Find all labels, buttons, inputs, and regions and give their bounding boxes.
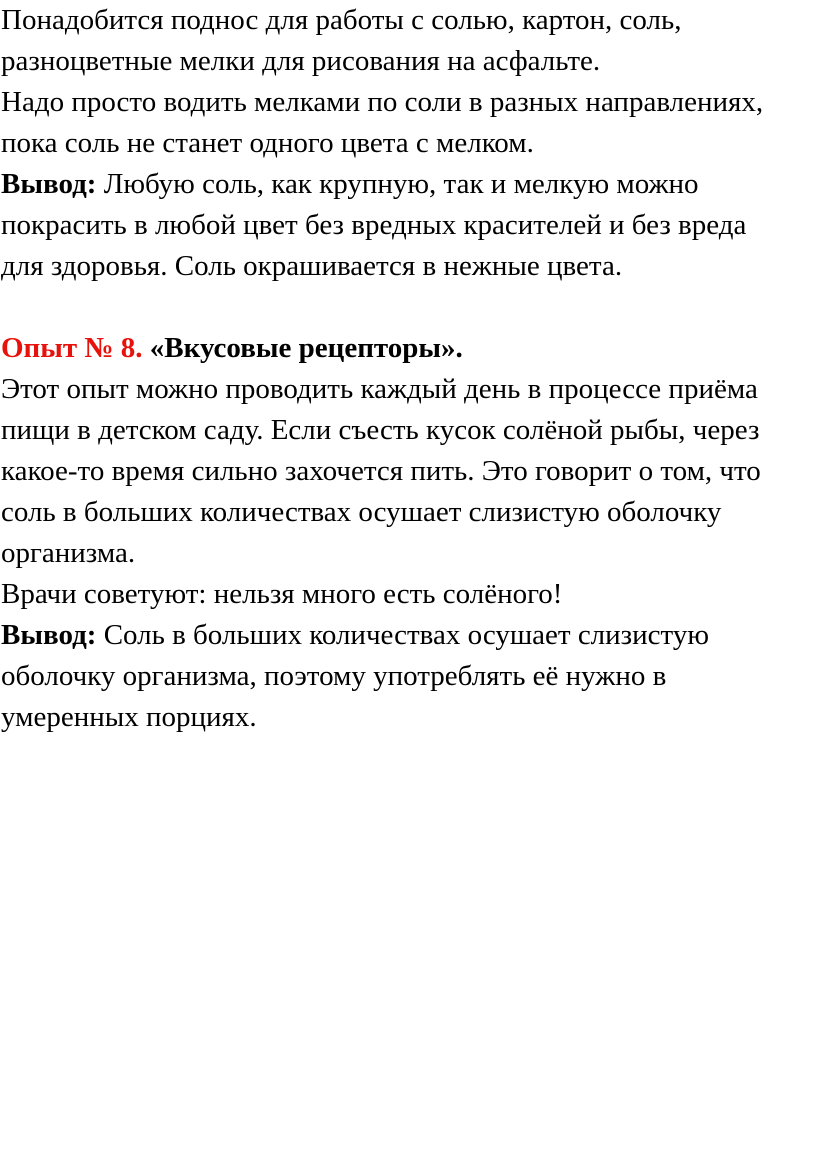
conclusion-1-text-1: Любую соль, как крупную, так и мелкую можно xyxy=(96,168,699,200)
conclusion-2-line-2: оболочку организма, поэтому употреблять её нужно в xyxy=(1,660,667,692)
conclusion-2-line-1 xyxy=(1,615,709,655)
paragraph-2-line-1: Надо просто водить мелками по соли в разных направлениях, xyxy=(1,86,764,118)
conclusion-1-line-2: покрасить в любой цвет без вредных красителей и без вреда xyxy=(1,209,747,241)
experiment-8-title: «Вкусовые рецепторы». xyxy=(142,332,463,364)
paragraph-3-line-3: какое-то время сильно захочется пить. Это говорит о том, что xyxy=(1,455,761,487)
paragraph-3-line-4: соль в больших количествах осушает слизистую оболочку xyxy=(1,496,722,528)
conclusion-1-line-3: для здоровья. Соль окрашивается в нежные цвета. xyxy=(1,250,623,282)
conclusion-1-line-1 xyxy=(1,164,699,204)
paragraph-3-line-2: пищи в детском саду. Если съесть кусок солёной рыбы, через xyxy=(1,414,760,446)
conclusion-2-line-3: умеренных порциях. xyxy=(1,701,257,733)
paragraph-3-line-5: организма. xyxy=(1,537,136,569)
experiment-8-heading xyxy=(1,328,463,368)
paragraph-3-line-1: Этот опыт можно проводить каждый день в процессе приёма xyxy=(1,373,758,405)
conclusion-2-text-1: Соль в больших количествах осушает слизистую xyxy=(96,619,709,651)
experiment-8-number: Опыт № 8. xyxy=(1,332,143,364)
paragraph-2-line-2: пока соль не станет одного цвета с мелком. xyxy=(1,127,534,159)
paragraph-4-line-1: Врачи советуют: нельзя много есть солёного! xyxy=(1,578,563,610)
conclusion-2-label: Вывод: xyxy=(1,619,97,651)
paragraph-1-line-2: разноцветные мелки для рисования на асфальте. xyxy=(1,45,601,77)
conclusion-1-label: Вывод: xyxy=(1,168,97,200)
paragraph-1-line-1: Понадобится поднос для работы с солью, картон, соль, xyxy=(1,4,682,36)
